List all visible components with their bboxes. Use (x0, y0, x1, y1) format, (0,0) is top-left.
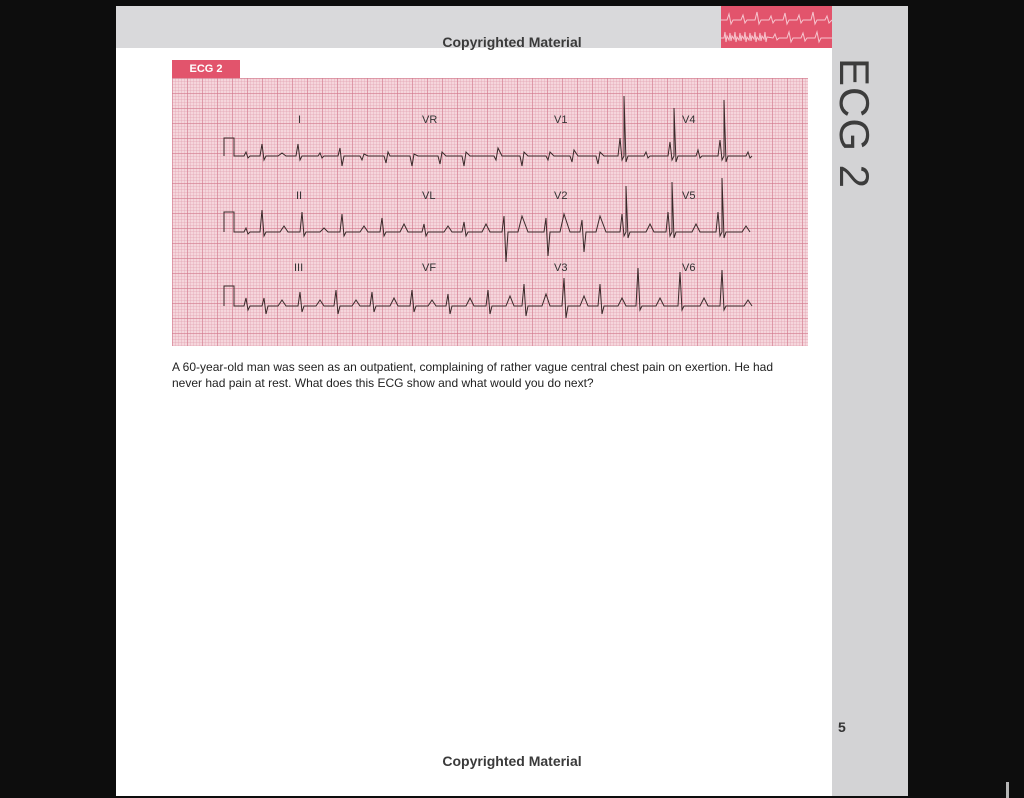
lead-label-v6: V6 (682, 262, 696, 274)
lead-label-v1: V1 (554, 114, 568, 126)
lead-label-iii: III (294, 262, 304, 274)
lead-label-vf: VF (422, 262, 437, 274)
lead-label-v3: V3 (554, 262, 568, 274)
side-title: ECG 2 (831, 58, 878, 190)
ecg-traces (172, 78, 808, 346)
lead-label-vl: VL (422, 190, 436, 202)
lead-label-ii: II (296, 190, 303, 202)
lead-label-i: I (298, 114, 302, 126)
lead-label-v4: V4 (682, 114, 696, 126)
scrollbar-thumb[interactable] (1006, 782, 1009, 798)
question-text: A 60-year-old man was seen as an outpatient, complaining of rather vague central chest pain on exertion. He had never had pain at rest. What does this ECG show and what would you do next? (172, 360, 774, 390)
ecg-grid (172, 78, 808, 346)
lead-label-vr: VR (422, 114, 438, 126)
ecg-row-1-trace (224, 96, 752, 166)
document-page (116, 6, 908, 796)
ecg-row-2-trace (224, 178, 750, 262)
lead-label-v2: V2 (554, 190, 568, 202)
ecg-row-3-trace (224, 268, 752, 318)
lead-label-v5: V5 (682, 190, 696, 202)
copyright-bottom: Copyrighted Material (442, 753, 582, 769)
copyright-top: Copyrighted Material (442, 34, 582, 50)
ecg-badge: ECG 2 (172, 60, 240, 78)
page-number: 5 (838, 719, 846, 735)
